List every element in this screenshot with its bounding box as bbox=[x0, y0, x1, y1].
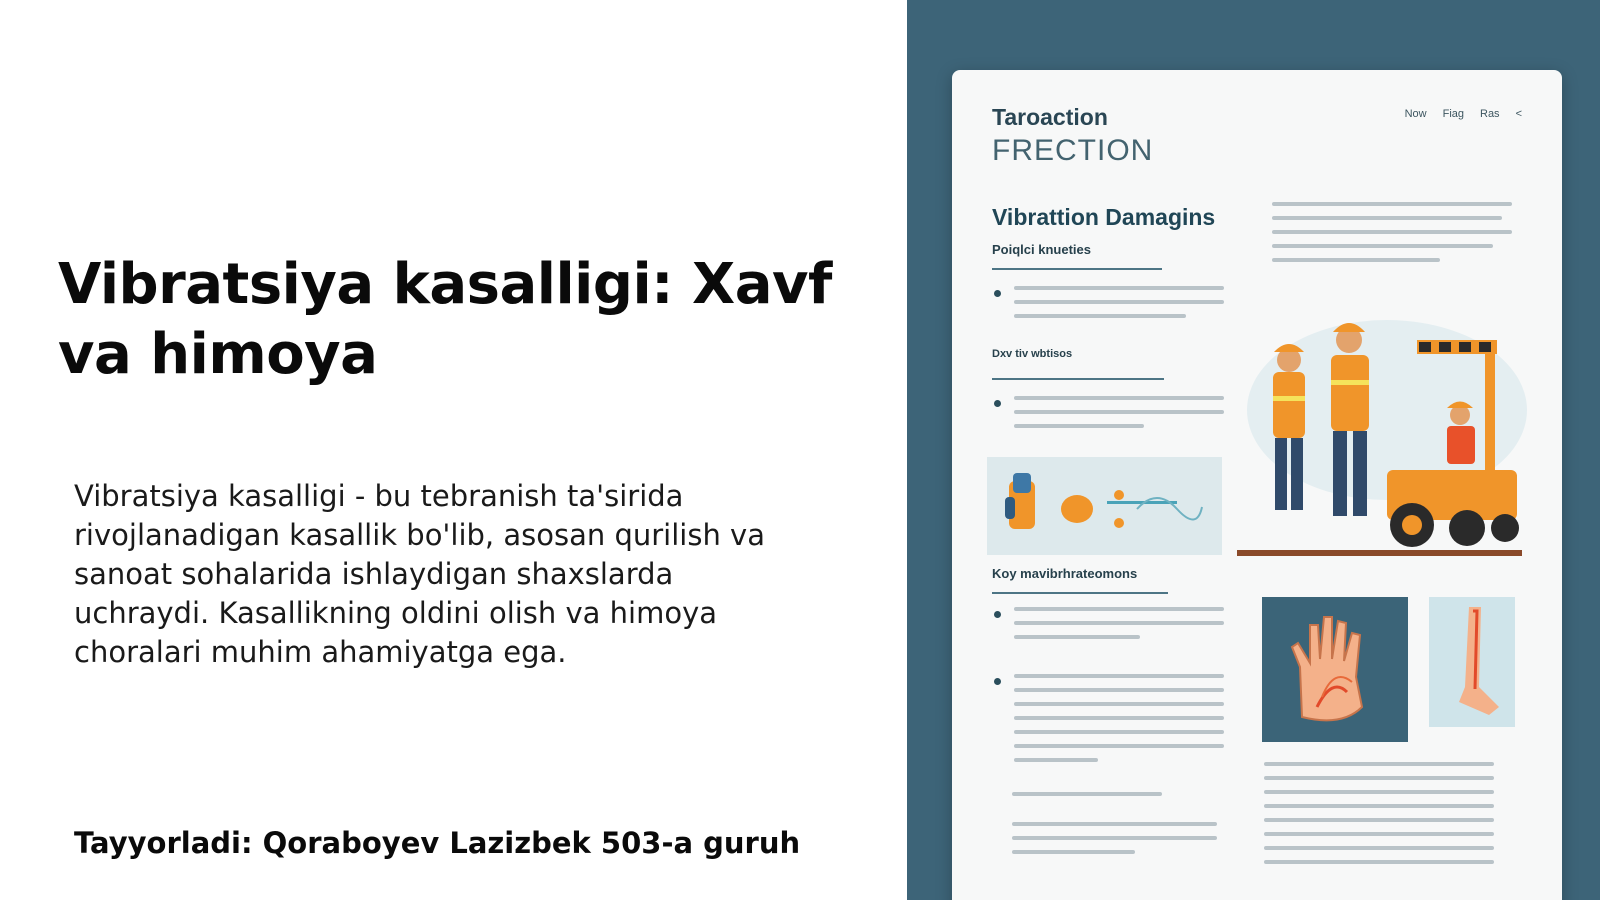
poster-subheading: Dxv tiv wbtisos bbox=[992, 348, 1073, 360]
bullet-icon bbox=[994, 290, 1001, 297]
poster-text-block bbox=[1264, 762, 1494, 874]
bullet-icon bbox=[994, 611, 1001, 618]
poster-text-block bbox=[1272, 202, 1512, 272]
poster-divider bbox=[992, 592, 1168, 594]
poster-nav-item: Ras bbox=[1480, 108, 1500, 120]
construction-workers-illustration bbox=[1237, 300, 1532, 570]
poster-text-block bbox=[1014, 286, 1224, 328]
poster-text-block bbox=[1014, 607, 1224, 649]
poster-subheading: Koy mavibrhrateomons bbox=[992, 566, 1138, 581]
poster-nav-item: Fiag bbox=[1442, 108, 1464, 120]
poster-text-block bbox=[1012, 822, 1217, 864]
slide-author: Tayyorladi: Qoraboyev Lazizbek 503-a guruh bbox=[74, 826, 801, 860]
poster-subheading: Poiqlci knueties bbox=[992, 242, 1091, 257]
bullet-icon bbox=[994, 400, 1001, 407]
illustration-panel bbox=[907, 0, 1600, 900]
glove-tools-card bbox=[987, 457, 1222, 555]
slide-body-text: Vibratsiya kasalligi - bu tebranish ta'sirida rivojlanadigan kasallik bo'lib, asosan qurilish va sanoat sohalarida ishlaydigan shaxslarda uchraydi. Kasallikning oldini olish va himoya choralari muhim ahamiyatga ega. bbox=[74, 479, 765, 669]
poster-text-block bbox=[1012, 792, 1162, 806]
poster-nav-item: Now bbox=[1404, 108, 1427, 120]
poster-illustration bbox=[952, 70, 1562, 900]
poster-logo-line2: FRECTION bbox=[992, 134, 1154, 167]
poster-text-block bbox=[1014, 396, 1224, 438]
leg-anatomy-card bbox=[1429, 597, 1515, 727]
poster-text-block bbox=[1014, 674, 1224, 772]
poster-logo-line1: Taroaction bbox=[992, 104, 1108, 130]
poster-nav-item: < bbox=[1515, 108, 1522, 120]
poster-heading: Vibrattion Damagins bbox=[992, 204, 1216, 230]
slide-title: Vibratsiya kasalligi: Xavf va himoya bbox=[58, 252, 832, 387]
hand-anatomy-card bbox=[1262, 597, 1408, 742]
bullet-icon bbox=[994, 678, 1001, 685]
poster-divider bbox=[992, 268, 1162, 270]
poster-divider bbox=[992, 378, 1164, 380]
poster-nav bbox=[1405, 108, 1522, 120]
